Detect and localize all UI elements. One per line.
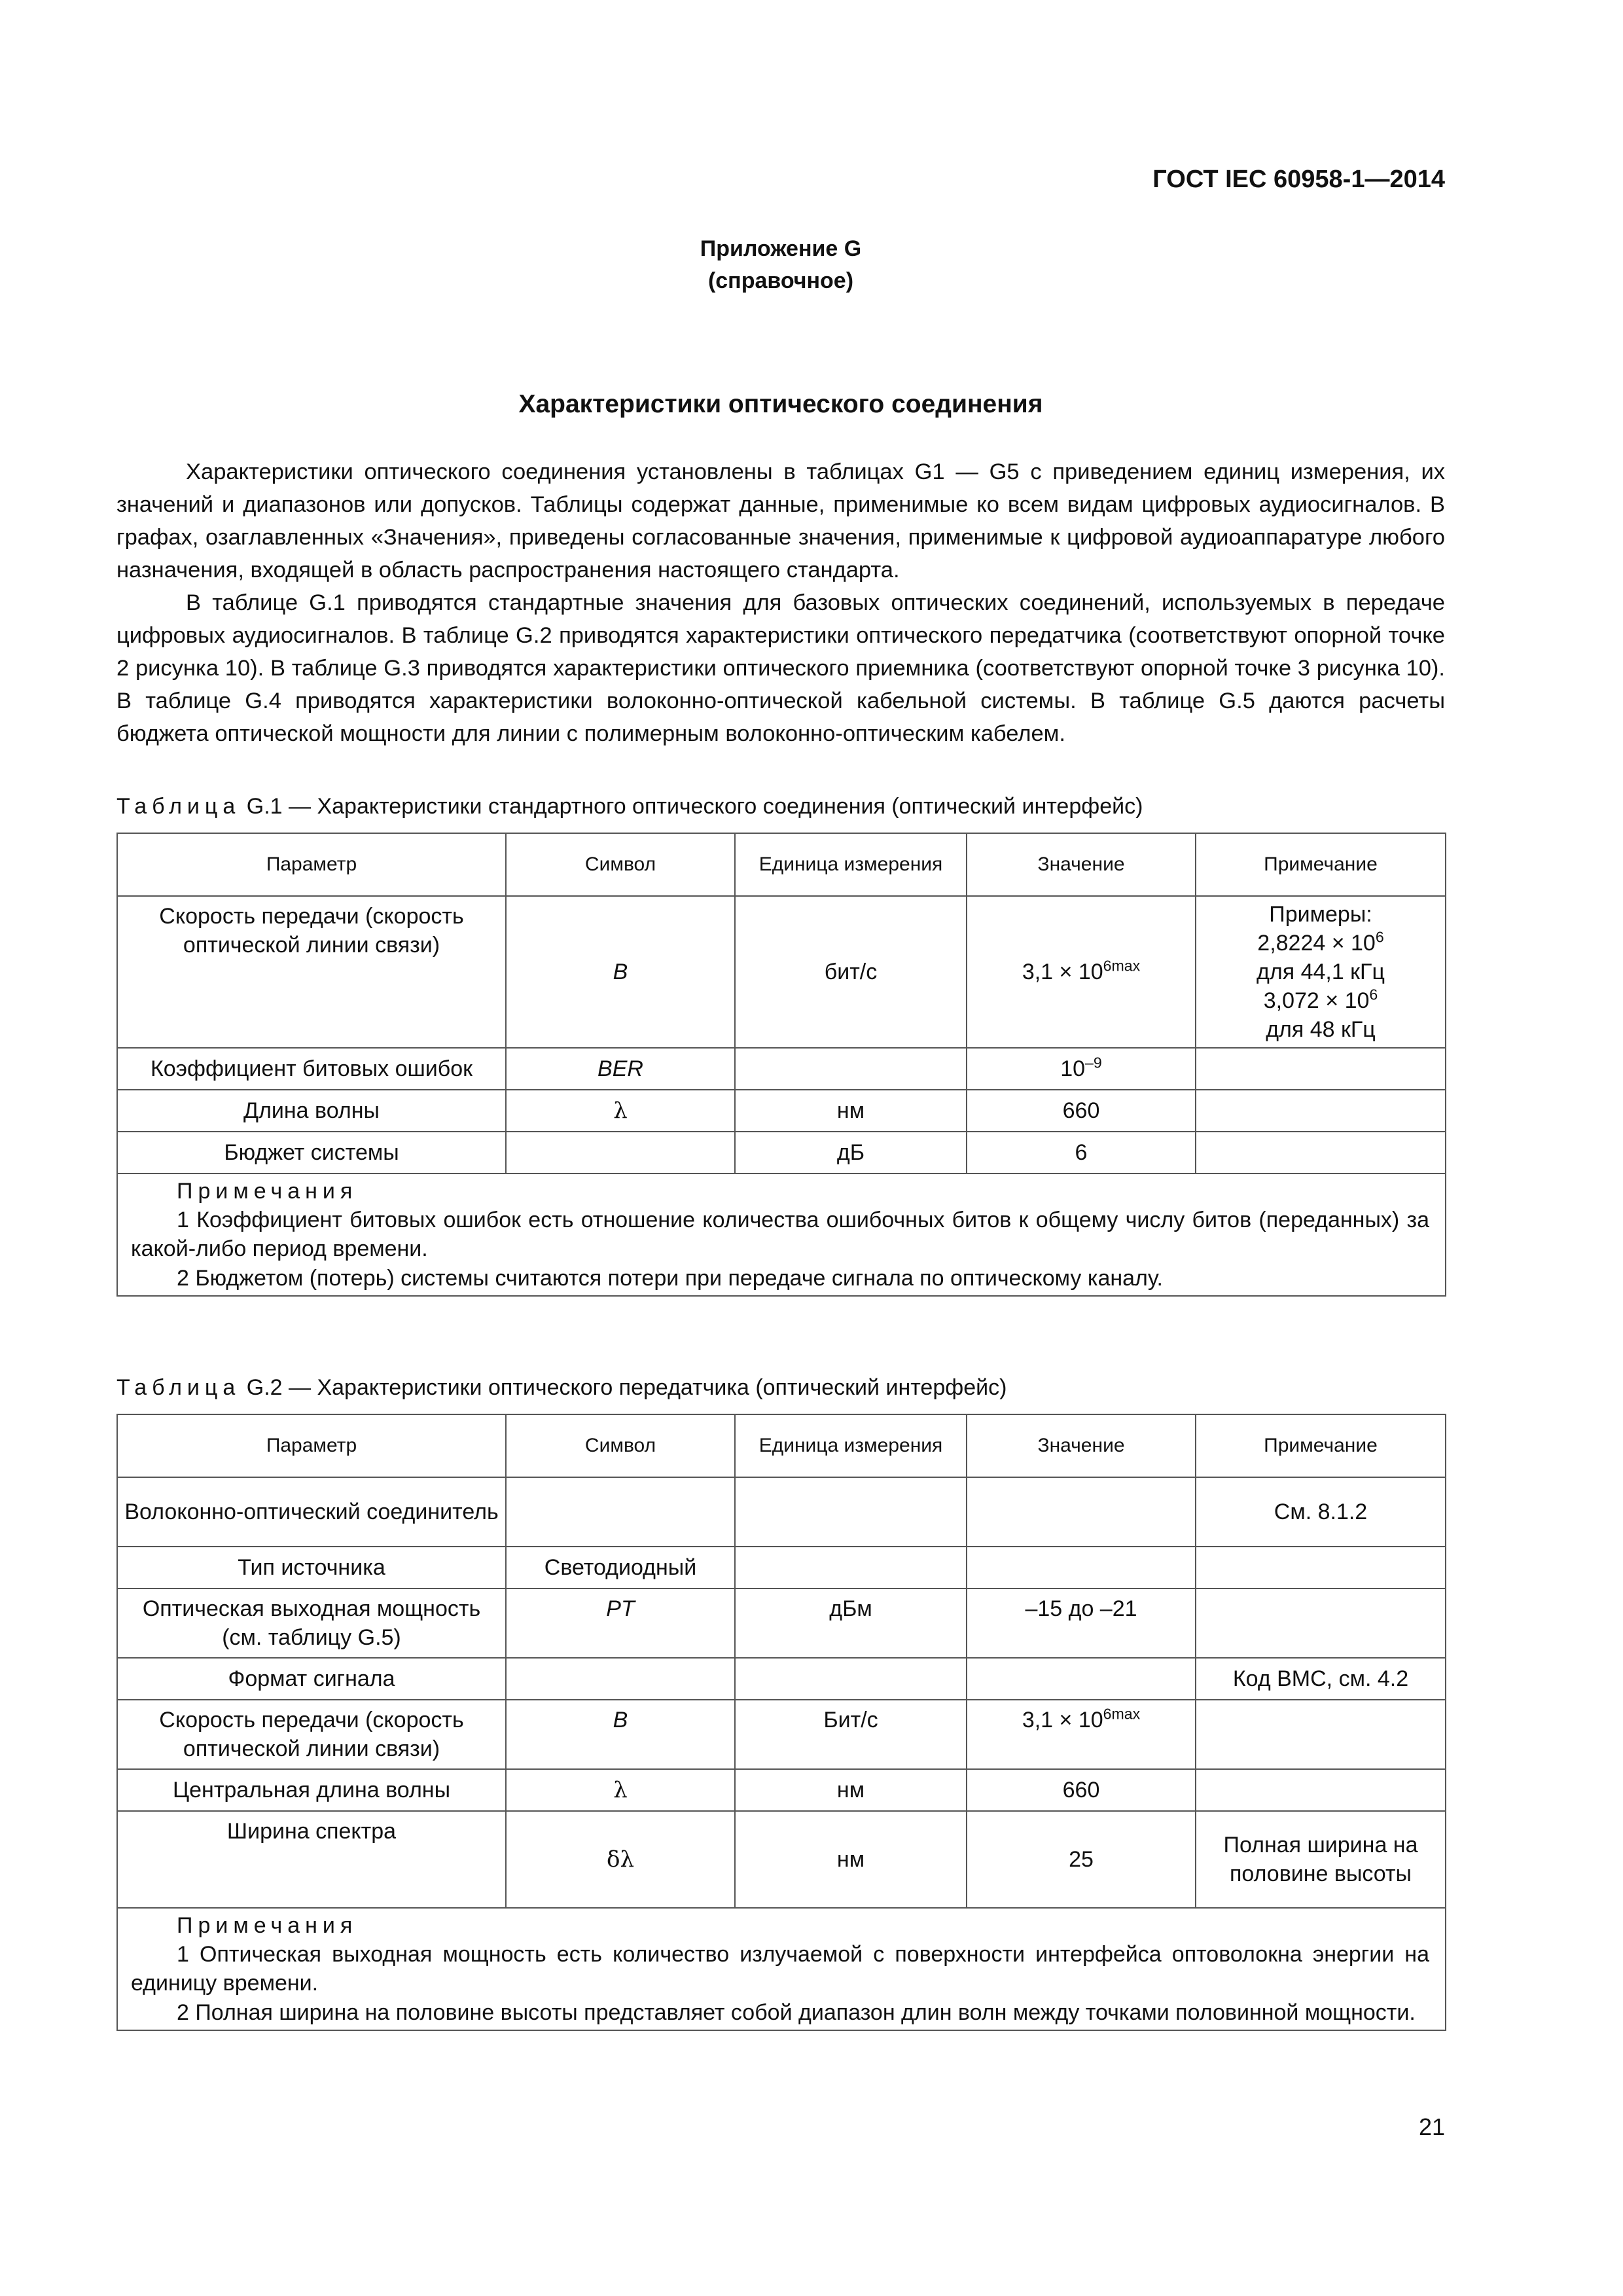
cell-note — [1196, 1700, 1446, 1769]
note-item: 1 Оптическая выходная мощность есть количество излучаемой с поверхности интерфейса оптоволокна энергии на единицу времени. — [131, 1942, 1429, 1996]
cell-symbol: BER — [506, 1048, 735, 1090]
table-caption — [116, 1372, 1445, 1403]
cell-value — [967, 1048, 1196, 1090]
cell-param: Формат сигнала — [117, 1658, 506, 1700]
cell-symbol — [506, 1132, 735, 1174]
column-header: Примечание — [1196, 1414, 1446, 1477]
table-caption-text: G.1 — Характеристики стандартного оптического соединения (оптический интерфейс) — [240, 794, 1143, 819]
note-line: для 48 кГц — [1266, 1017, 1376, 1043]
note-exponent: 6 — [1369, 986, 1378, 1003]
annex-status: (справочное) — [707, 268, 854, 294]
cell-unit: Бит/с — [735, 1700, 967, 1769]
note-exponent: 6 — [1375, 928, 1384, 946]
document-id-header: ГОСТ IEC 60958-1—2014 — [1152, 166, 1445, 193]
cell-note — [1196, 896, 1446, 1048]
cell-note — [1196, 1048, 1446, 1090]
table-notes-row — [117, 1174, 1446, 1296]
cell-value: 25 — [967, 1811, 1196, 1908]
cell-unit: нм — [735, 1769, 967, 1811]
cell-note — [1196, 1769, 1446, 1811]
cell-param: Ширина спектра — [117, 1811, 506, 1908]
cell-param: Длина волны — [117, 1090, 506, 1132]
cell-param: Коэффициент битовых ошибок — [117, 1048, 506, 1090]
column-header: Параметр — [117, 1414, 506, 1477]
column-header: Символ — [506, 1414, 735, 1477]
value-base: 3,1 × 10 — [1022, 1708, 1103, 1732]
table-g2 — [116, 1414, 1446, 2031]
cell-value: 660 — [967, 1769, 1196, 1811]
cell-value — [967, 896, 1196, 1048]
value-base: 3,1 × 10 — [1022, 959, 1103, 984]
note-item: 1 Коэффициент битовых ошибок есть отношение количества ошибочных битов к общему числу битов (переданных) за какой-либо период времени. — [131, 1208, 1429, 1262]
cell-param: Центральная длина волны — [117, 1769, 506, 1811]
cell-symbol — [506, 1477, 735, 1547]
table-row — [117, 1132, 1446, 1174]
table-header-row — [117, 1414, 1446, 1477]
cell-symbol: δλ — [506, 1811, 735, 1908]
cell-symbol: λ — [506, 1769, 735, 1811]
cell-note: См. 8.1.2 — [1196, 1477, 1446, 1547]
note-item: 2 Бюджетом (потерь) системы считаются потери при передаче сигнала по оптическому каналу. — [177, 1265, 1163, 1291]
column-header: Значение — [967, 1414, 1196, 1477]
table-row — [117, 1547, 1446, 1588]
annex-label: Приложение G — [700, 236, 862, 261]
cell-symbol: B — [506, 1700, 735, 1769]
note-line: для 44,1 кГц — [1257, 959, 1385, 984]
table-row — [117, 1700, 1446, 1769]
column-header: Параметр — [117, 833, 506, 896]
cell-param: Скорость передачи (скорость оптической линии связи) — [117, 896, 506, 1048]
table-row — [117, 1090, 1446, 1132]
page-number: 21 — [1418, 2113, 1445, 2140]
note-item: 2 Полная ширина на половине высоты представляет собой диапазон длин волн между точками половинной мощности. — [177, 2000, 1416, 2025]
table-header-row — [117, 833, 1446, 896]
value-exponent: 6max — [1103, 957, 1141, 975]
table-g1 — [116, 833, 1446, 1297]
cell-symbol: PT — [506, 1588, 735, 1658]
table-row — [117, 1658, 1446, 1700]
cell-param: Волоконно-оптический соединитель — [117, 1477, 506, 1547]
cell-unit — [735, 1658, 967, 1700]
cell-value — [967, 1547, 1196, 1588]
table-notes-row — [117, 1908, 1446, 2030]
column-header: Значение — [967, 833, 1196, 896]
value-base: 10 — [1060, 1056, 1086, 1081]
cell-symbol: B — [506, 896, 735, 1048]
cell-symbol: λ — [506, 1090, 735, 1132]
column-header: Примечание — [1196, 833, 1446, 896]
cell-param: Оптическая выходная мощность (см. таблицу G.5) — [117, 1588, 506, 1658]
body-text — [116, 456, 1445, 750]
annex-heading — [116, 233, 1445, 298]
cell-unit: бит/с — [735, 896, 967, 1048]
table-caption — [116, 791, 1445, 822]
table-notes — [117, 1174, 1446, 1296]
cell-note — [1196, 1090, 1446, 1132]
table-row — [117, 896, 1446, 1048]
cell-note — [1196, 1132, 1446, 1174]
column-header: Единица измерения — [735, 1414, 967, 1477]
cell-symbol — [506, 1658, 735, 1700]
cell-value: –15 до –21 — [967, 1588, 1196, 1658]
cell-value — [967, 1477, 1196, 1547]
note-line — [1203, 929, 1438, 958]
cell-value: 6 — [967, 1132, 1196, 1174]
paragraph: Характеристики оптического соединения установлены в таблицах G1 — G5 с приведением единиц измерения, их значений и диапазонов или допусков. Таблицы содержат данные, применимые ко всем видам цифровых аудиосигналов. В графах, озаглавленных «Значения», приведены согласованные значения, применимые к цифровой аудиоаппаратуре любого назначения, входящей в область распространения настоящего стандарта. — [116, 459, 1445, 583]
table-label: Таблица — [116, 794, 241, 819]
cell-unit — [735, 1547, 967, 1588]
note-base: 3,072 × 10 — [1263, 988, 1370, 1014]
notes-heading: Примечания — [177, 1179, 358, 1204]
column-header: Символ — [506, 833, 735, 896]
cell-symbol: Светодиодный — [506, 1547, 735, 1588]
cell-param: Скорость передачи (скорость оптической линии связи) — [117, 1700, 506, 1769]
value-exponent: 6max — [1103, 1705, 1141, 1723]
cell-param: Бюджет системы — [117, 1132, 506, 1174]
note-base: 2,8224 × 10 — [1257, 930, 1376, 956]
table-label: Таблица — [116, 1375, 241, 1400]
table-row — [117, 1588, 1446, 1658]
cell-unit: нм — [735, 1811, 967, 1908]
notes-heading: Примечания — [177, 1913, 358, 1938]
note-line: Примеры: — [1269, 901, 1372, 927]
table-row — [117, 1477, 1446, 1547]
cell-unit: нм — [735, 1090, 967, 1132]
cell-note: Полная ширина на половине высоты — [1196, 1811, 1446, 1908]
section-title: Характеристики оптического соединения — [518, 390, 1043, 418]
table-row — [117, 1048, 1446, 1090]
value-exponent: –9 — [1085, 1054, 1102, 1071]
note-line — [1203, 986, 1438, 1015]
cell-unit: дБм — [735, 1588, 967, 1658]
column-header: Единица измерения — [735, 833, 967, 896]
cell-unit: дБ — [735, 1132, 967, 1174]
cell-value — [967, 1658, 1196, 1700]
cell-note — [1196, 1588, 1446, 1658]
paragraph: В таблице G.1 приводятся стандартные значения для базовых оптических соединений, используемых в передаче цифровых аудиосигналов. В таблице G.2 приводятся характеристики оптического передатчика (соответствуют опорной точке 2 рисунка 10). В таблице G.3 приводятся характеристики оптического приемника (соответствуют опорной точке 3 рисунка 10). В таблице G.4 приводятся характеристики волоконно-оптической кабельной системы. В таблице G.5 даются расчеты бюджета оптической мощности для линии с полимерным волоконно-оптическим кабелем. — [116, 590, 1445, 747]
table-caption-text: G.2 — Характеристики оптического передатчика (оптический интерфейс) — [240, 1375, 1007, 1400]
table-notes — [117, 1908, 1446, 2030]
cell-note: Код ВМС, см. 4.2 — [1196, 1658, 1446, 1700]
cell-param: Тип источника — [117, 1547, 506, 1588]
cell-value: 660 — [967, 1090, 1196, 1132]
cell-value — [967, 1700, 1196, 1769]
table-row — [117, 1769, 1446, 1811]
cell-unit — [735, 1048, 967, 1090]
table-row — [117, 1811, 1446, 1908]
cell-note — [1196, 1547, 1446, 1588]
cell-unit — [735, 1477, 967, 1547]
